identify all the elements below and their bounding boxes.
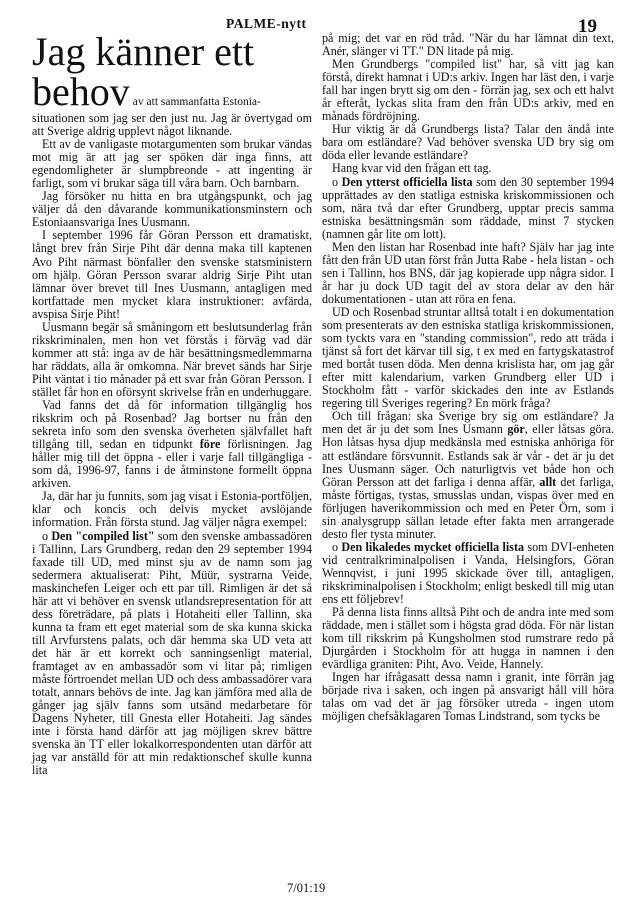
page-number: 19 xyxy=(578,16,597,37)
paragraph: Ett av de vanligaste motargumenten som brukar vändas mot mig är att jag ser spöken där inga finns, att egendomligheter är slumpbreonde - att ingenting är farligt, som vi brukar säga till våra barn. Och barnbarn. xyxy=(32,137,312,191)
paragraph: Men Grundbergs "compiled list" har, så vitt jag kan förstå, direkt hamnat i UD:s arkiv. Ingen har läst den, i varje fall har ingen brytt sig om den - förrän jag, sex och ett halvt år efteråt, lyckas slita fram den från UD:s arkiv, med en månads fördröjning. xyxy=(322,57,614,124)
paragraph: situationen som jag ser den just nu. Jag är övertygad om att Sverige aldrig upplevt något liknande. xyxy=(32,111,312,139)
paragraph: Ja, där har ju funnits, som jag visat i Estonia-portföljen, klar och koncis och delvis mycket avslöjande information. Från första stund. Jag väljer några exempel: xyxy=(32,489,312,530)
paragraph: o Den likaledes mycket officiella lista som DVI-enheten vid centralkriminalpolisen i Vanda, Helsingfors, Göran Wennqvist, i juni 1995 skickade över till, antagligen, rikskriminalpolisen i Stockholm; enligt beskedl till mig utan ens ett följebrev! xyxy=(322,539,614,607)
list-heading: Den likaledes mycket officiella lista xyxy=(341,539,525,554)
paragraph: På denna lista finns alltså Piht och de andra inte med som räddade, men i stället som i högsta grad döda. För när listan kom till rikskrim på Kungsholmen stod rumstrare redo på Djurgården i Stockholm för att hugga in namnen i den evärdliga graniten: Piht, Avo. Veide, Hannely. xyxy=(322,605,614,672)
paragraph: o Den "compiled list" som den svenske ambassadören i Tallinn, Lars Grundberg, redan den 29 september 1994 faxade till UD, med minst sju av de namn som jag sedermera aktualiserat: Piht, Müür, systrarna Veide, maskinchefen Leiger och ett par till. Rimligen är det så här att vi behöver en svensk utlandsrepresentation för att dess företrädare, på plats i Hotaheiti eller Tallinn, ska kunna ta fram ett eget material som de ska kunna skicka till Arvfurstens palats, och där hemma ska UD veta att det här är ett korrekt och sanningsenligt material, framtaget av en ambassadör som vi litar på; rimligen måste förtroendet mellan UD och dess ambassadörer vara totalt, annars behövs de inte. Jag kan jämföra med alla de gånger jag själv fanns som utsänd medarbetare för Dagens Nyheter, till Gnesta eller Hotaheiti. Jag sändes inte i första hand därför att jag möjligen skrev bättre svenska än TT eller lokalkorrespondenten utan därför att jag var anställd för att min redaktionschef skulle kunna lita xyxy=(32,528,312,778)
paragraph: Ingen har ifrågasatt dessa namn i granit, inte förrän jag började riva i saken, och ingen på ansvarigt håll vill höra talas om vad det är jag försöker utreda - ingen utom möjligen chefsåklagaren Tomas Lindstrand, som tycks be xyxy=(322,670,614,724)
paragraph: Uusmann begär så småningom ett beslutsunderlag från rikskriminalen, men hon vet förstås i förväg vad där kommer att stå: inga av de här besättningsmedlemmarna har räddats, alla är omkomna. När brevet sänds har Sirje Piht väntat i tio månader på ett svar från Göran Persson. I stället får hon en oförsynt skrivelse från en underhuggare. xyxy=(32,319,312,399)
paragraph: Vad fanns det då för information tillgänglig hos rikskrim och på Rosenbad? Jag bortser nu från den sekreta info som den svenska överheten självfallet haft tillgång till, sedan en tidpunkt före förlisningen. Jag håller mig till det öppna - eller i varje fall tillgängliga - som då, 1996-97, fanns i de åtminstone formellt öppna arkiven. xyxy=(32,398,313,491)
paragraph: Jag försöker nu hitta en bra utgångspunkt, och jag väljer då den dåvarande kommunikationsminstern och Estoniaansvariga Ines Uusmann. xyxy=(32,189,312,230)
list-heading: Den "compiled list" xyxy=(51,528,155,543)
paragraph: o Den ytterst officiella lista som den 30 september 1994 upprättades av den statliga estniska kriskommissionen och som, nära två dar efter Grundberg, upptar precis samma estniska besättningsmän som räddade, minst 7 stycken (namnen går lite om lott). xyxy=(322,174,615,241)
paragraph: Hur viktig är då Grundbergs lista? Talar den ändå inte bara om estländare? Vad behöver svenska UD bry sig om döda eller levande estländare? xyxy=(322,122,614,163)
list-heading: Den ytterst officiella lista xyxy=(341,174,473,189)
publication-header: PALME-nytt xyxy=(226,16,307,31)
paragraph: Men den listan har Rosenbad inte haft? Själv har jag inte fått den från UD utan först från Jutta Rabe - hela listan - och sen i Tallinn, hos BNS, där jag kopierade upp några sidor. I år har ju dock UD tagit del av stora delar av den här dokumentationen - utan att röra en fena. xyxy=(322,239,614,306)
left-column xyxy=(32,30,312,777)
paragraph: Hang kvar vid den frågan ett tag. xyxy=(332,161,492,176)
paragraph: Och till frågan: ska Sverige bry sig om estländare? Ja men det är ju det som Ines Usmann gör, eller låtsas göra. Hon låtsas hysa djup medkänsla med estniska anhöriga för att estländare försvunnit. Estlands sak är vår - det är ju det Ines Uusmann säger. Och naturligtvis vet både hon och Göran Persson att det farliga i denna affär, allt det farliga, måste förtigas, tystas, smusslas undan, vispas över med en förljugen haverikommission och med en Peter Örn, som i sin analysgrupp sällan letade efter fakta men arrangerade desto fler tysta minuter. xyxy=(322,409,614,541)
emphasis: allt xyxy=(539,474,557,489)
paragraph: UD och Rosenbad struntar alltså totalt i en dokumentation som presenterats av den estniska statliga kriskommissionen, som tyckts vara en "standing commission", redo att träda i tjänst så fort det kärvar till sig, t ex med en fartygskatastrof med bortåt tusen döda. Men denna krislista har, om jag går efter mitt kalendarium, varken Grundberg eller UD i Stockholm fått - varför skickades den inte av Estlands regering till Sveriges regering? En mörk fråga? xyxy=(322,304,614,411)
paragraph: på mig; det var en röd tråd. "När du har lämnat din text, Anér, slänger vi TT." DN litade på mig. xyxy=(322,31,614,59)
emphasis: gör xyxy=(507,422,525,437)
intro-start: av att sammanfatta Estonia- xyxy=(132,96,261,108)
right-column xyxy=(322,32,614,723)
emphasis: före xyxy=(199,437,221,452)
paragraph: I september 1996 får Göran Persson ett dramatiskt, långt brev från Sirje Piht där denna maka till kaptenen Avo Piht närmast bönfaller den svenske statsministern om hjälp. Göran Persson svarar aldrig Sirje Piht utan lämnar över brevet till Ines Uusmann, antagligen med kortfattade men mycket klara instruktioner: avfärda, avspisa Sirje Piht! xyxy=(32,228,312,321)
article-title-line2: behov xyxy=(32,69,130,114)
footer-code: 7/01:19 xyxy=(287,881,326,895)
article-title-line1: Jag känner ett xyxy=(32,29,255,74)
